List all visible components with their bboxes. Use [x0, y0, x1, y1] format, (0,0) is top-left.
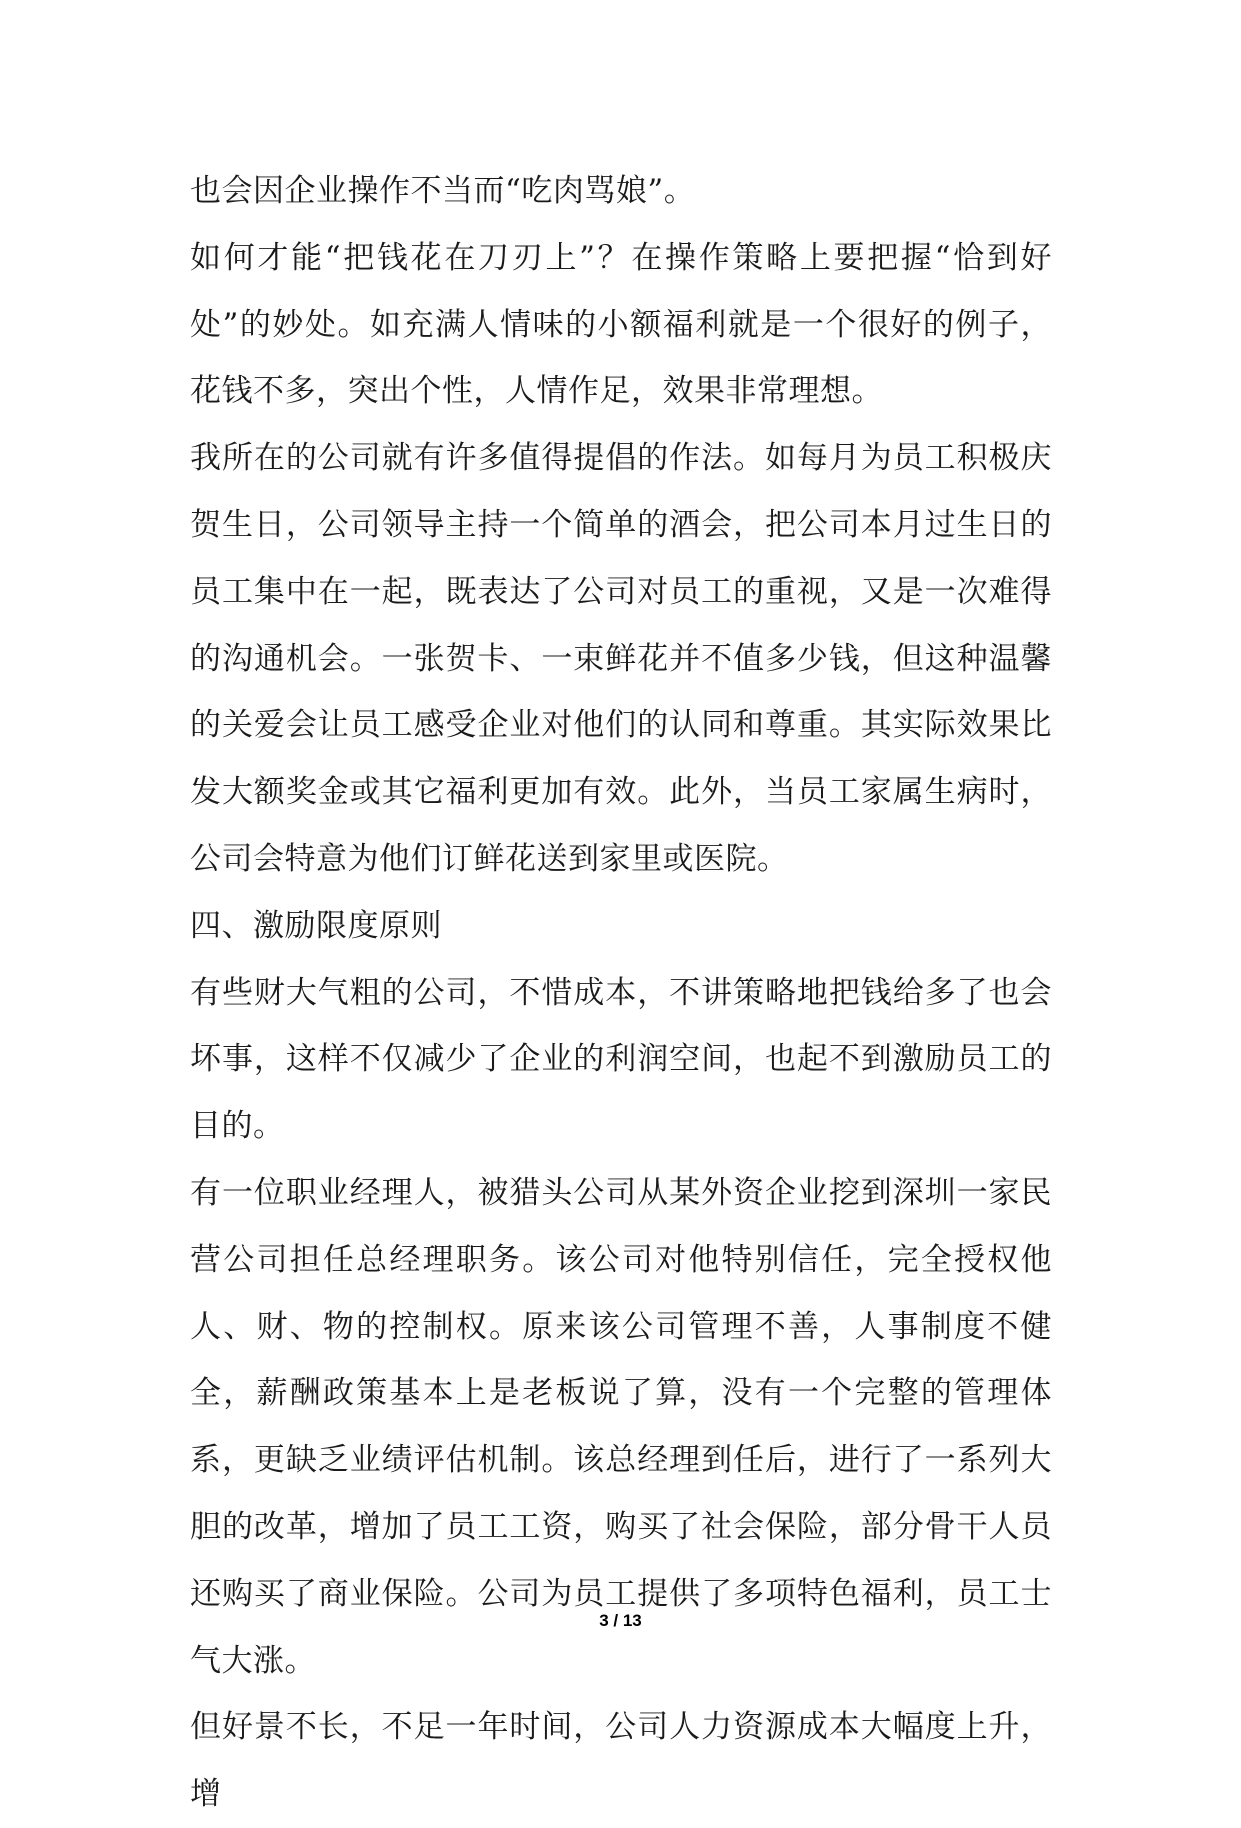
paragraph: 有些财大气粗的公司，不惜成本，不讲策略地把钱给多了也会坏事，这样不仅减少了企业的利润空间，也起不到激励员工的目的。 — [190, 974, 1052, 1145]
page-body — [190, 158, 1052, 1828]
paragraph: 也会因企业操作不当而“吃肉骂娘”。 — [190, 173, 696, 209]
paragraph: 有一位职业经理人，被猎头公司从某外资企业挖到深圳一家民营公司担任总经理职务。该公司对他特别信任，完全授权他人、财、物的控制权。原来该公司管理不善，人事制度不健全，薪酬政策基本上是老板说了算，没有一个完整的管理体系，更缺乏业绩评估机制。该总经理到任后，进行了一系列大胆的改革，增加了员工工资，购买了社会保险，部分骨干人员还购买了商业保险。公司为员工提供了多项特色福利，员工士气大涨。 — [190, 1174, 1052, 1679]
paragraph: 我所在的公司就有许多值得提倡的作法。如每月为员工积极庆贺生日，公司领导主持一个简单的酒会，把公司本月过生日的员工集中在一起，既表达了公司对员工的重视，又是一次难得的沟通机会。一张贺卡、一束鲜花并不值多少钱，但这种温馨的关爱会让员工感受企业对他们的认同和尊重。其实际效果比发大额奖金或其它福利更加有效。此外，当员工家属生病时，公司会特意为他们订鲜花送到家里或医院。 — [190, 440, 1052, 877]
section-heading: 四、激励限度原则 — [190, 907, 442, 944]
page-number: 3 / 13 — [599, 1611, 642, 1630]
paragraph: 如何才能“把钱花在刀刃上”？在操作策略上要把握“恰到好处”的妙处。如充满人情味的小额福利就是一个很好的例子，花钱不多，突出个性，人情作足，效果非常理想。 — [190, 239, 1052, 410]
paragraph: 但好景不长，不足一年时间，公司人力资源成本大幅度上升，增 — [190, 1709, 1052, 1813]
